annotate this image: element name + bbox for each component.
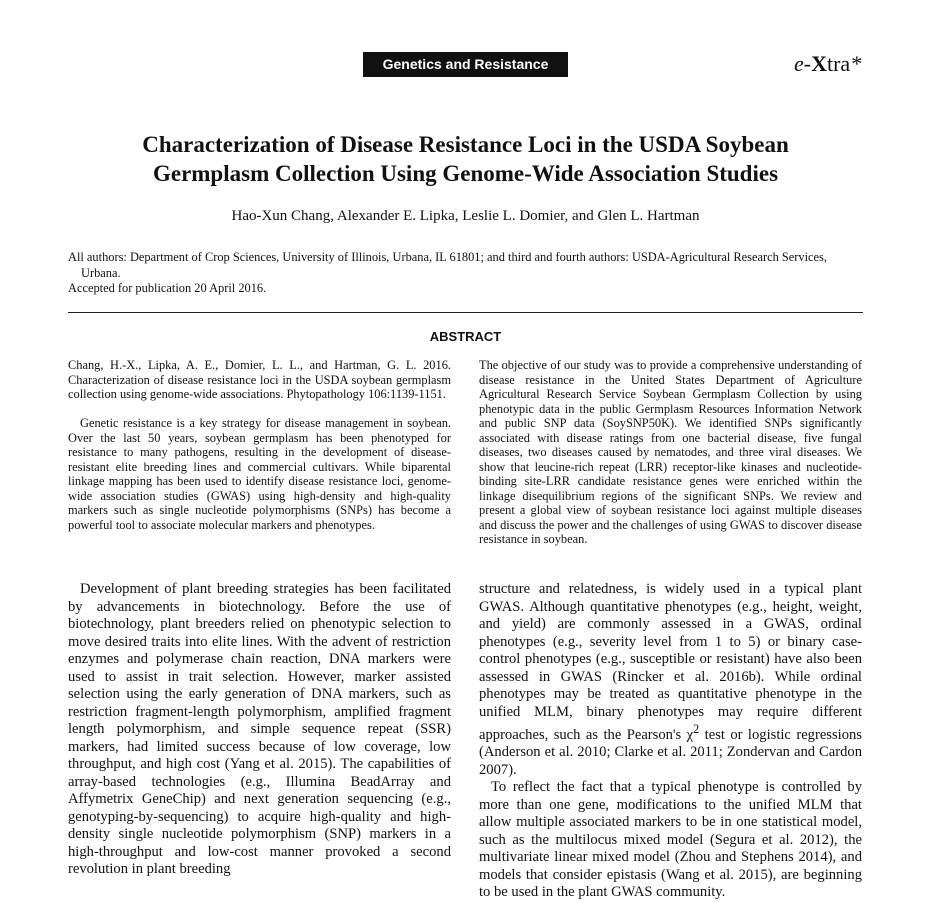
header-divider bbox=[68, 312, 863, 313]
abstract-left-column bbox=[68, 358, 451, 532]
abstract-citation: Chang, H.-X., Lipka, A. E., Domier, L. L., and Hartman, G. L. 2016. Characterization of disease resistance loci in the USDA soybean germplasm collection using genome-wide associations. Phytopathology 106:1139-1151. bbox=[68, 358, 451, 401]
affiliation-text: All authors: Department of Crop Sciences, University of Illinois, Urbana, IL 61801; and third and fourth authors: USDA-Agricultural Research Services, Urbana. bbox=[68, 250, 827, 280]
article-title bbox=[60, 130, 871, 188]
abstract-paragraph: Genetic resistance is a key strategy for disease management in soybean. Over the last 50 years, soybean germplasm has been phenotyped for resistance to many pathogens, resulting in the development of disease-resistant elite breeding lines and commercial cultivars. While biparental linkage mapping has been used to identify disease resistance loci, genome-wide association studies (GWAS) using high-density and high-quality markers such as single nucleotide polymorphisms (SNPs) has become a powerful tool to associate molecular markers and phenotypes. bbox=[68, 416, 451, 532]
accepted-date: Accepted for publication 20 April 2016. bbox=[68, 281, 267, 295]
body-text: test or logistic regressions (Anderson et al. 2010; Clarke et al. 2011; Zondervan and Cardon 2007). bbox=[479, 726, 862, 778]
author-list: Hao-Xun Chang, Alexander E. Lipka, Leslie L. Domier, and Glen L. Hartman bbox=[231, 208, 700, 224]
body-paragraph: To reflect the fact that a typical phenotype is controlled by more than one gene, modifications to the unified MLM that allow multiple associated markers to be in one statistical model, such as the multilocus mixed model (Segura et al. 2012), the multivariate linear mixed model (Zhou and Stephens 2014), and models that consider epistasis (Wang et al. 2015), are beginning to be used in the plant GWAS community. bbox=[479, 779, 862, 901]
body-paragraph bbox=[479, 581, 862, 779]
abstract-right-column bbox=[479, 358, 862, 547]
e-xtra-logo: e-Xtra* bbox=[794, 51, 862, 76]
superscript: 2 bbox=[693, 722, 700, 736]
body-paragraph: Development of plant breeding strategies has been facilitated by advancements in biotechnology. Before the use of biotechnology, plant breeders relied on phenotypic selection to move desired traits into elite lines. With the advent of restriction enzymes and polymerase chain reaction, DNA markers were used to assist in trait selection. However, marker assisted selection using the early generation of DNA markers, such as restriction fragment-length polymorphism, amplified fragment length polymorphism, and simple sequence repeat (SSR) markers, had limited success because of low coverage, low throughput, and high cost (Yang et al. 2015). The capabilities of array-based technologies (e.g., Illumina BeadArray and Affymetrix GeneChip) and next generation sequencing (e.g., genotyping-by-sequencing) to acquire high-quality and high-density single nucleotide polymorphism (SNP) markers in a high-throughput and low-cost manner provoked a second revolution in plant breeding bbox=[68, 581, 451, 877]
abstract-heading: ABSTRACT bbox=[429, 329, 502, 344]
section-badge: Genetics and Resistance bbox=[363, 52, 568, 77]
body-text: structure and relatedness, is widely used in a typical plant GWAS. Although quantitative phenotypes (e.g., height, weight, and yield) are commonly assessed in a GWAS, ordinal phenotypes (e.g., severity level from 1 to 5) or binary case-control phenotypes (e.g., susceptible or resistant) have also been assessed in GWAS (Rincker et al. 2016b). While ordinal phenotypes may be treated as quantitative phenotype in the unified MLM, binary phenotypes may require different approaches, such as the Pearson's χ bbox=[479, 581, 862, 743]
title-line-1: Characterization of Disease Resistance Loci in the USDA Soybean bbox=[142, 132, 789, 157]
affiliation-block bbox=[68, 250, 863, 297]
title-line-2: Germplasm Collection Using Genome-Wide Association Studies bbox=[152, 161, 779, 186]
body-left-column bbox=[68, 581, 451, 879]
abstract-paragraph: The objective of our study was to provide a comprehensive understanding of disease resistance in the United States Department of Agriculture Agricultural Research Service Soybean Germplasm Collection by using phenotypic data in the public Germplasm Resources Information Network and public SNP data (SoySNP50K). We identified SNPs significantly associated with disease ratings from one bacterial disease, five fungal diseases, two diseases caused by nematodes, and three viral diseases. We show that leucine-rich repeat (LRR) receptor-like kinases and nucleotide-binding site-LRR candidate resistance genes were enriched within the linkage disequilibrium regions of the significant SNPs. We review and present a global view of soybean resistance loci against multiple diseases and discuss the power and the challenges of using GWAS to discover disease resistance in soybean. bbox=[479, 358, 862, 546]
body-right-column bbox=[479, 581, 862, 902]
